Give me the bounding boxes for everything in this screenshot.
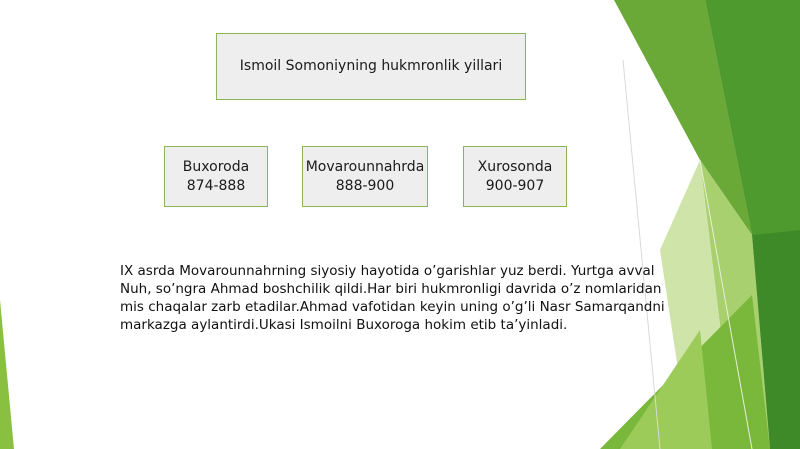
period-years: 874-888 (186, 177, 246, 194)
title-box (216, 33, 526, 100)
period-place: Buxoroda (182, 158, 250, 175)
title-text: Ismoil Somoniyning hukmronlik yillari (239, 58, 503, 74)
green-facet-lower-left (620, 330, 712, 449)
period-box-movarounnahr (302, 146, 428, 207)
period-box-buxoro (164, 146, 268, 207)
description-paragraph: IX asrda Movarounnahrning siyosiy hayotida o’garishlar yuz berdi. Yurtga avval Nuh, so’ngra Ahmad boshchilik qildi.Har biri hukmronligi davrida o’z nomlaridan mis chaqalar zarb etadilar.Ahmad vafotidan keyin uning o’g’li Nasr Samarqandni markazga aylantirdi.Ukasi Ismoilni Buxoroga hokim etib ta’yinladi. (120, 263, 665, 333)
period-place: Xurosonda (477, 158, 553, 175)
period-place: Movarounnahrda (305, 158, 425, 175)
period-years: 888-900 (335, 177, 395, 194)
period-box-xuroson (463, 146, 567, 207)
period-years: 900-907 (485, 177, 545, 194)
left-green-sliver (0, 300, 14, 449)
thin-decor-line (623, 60, 660, 449)
